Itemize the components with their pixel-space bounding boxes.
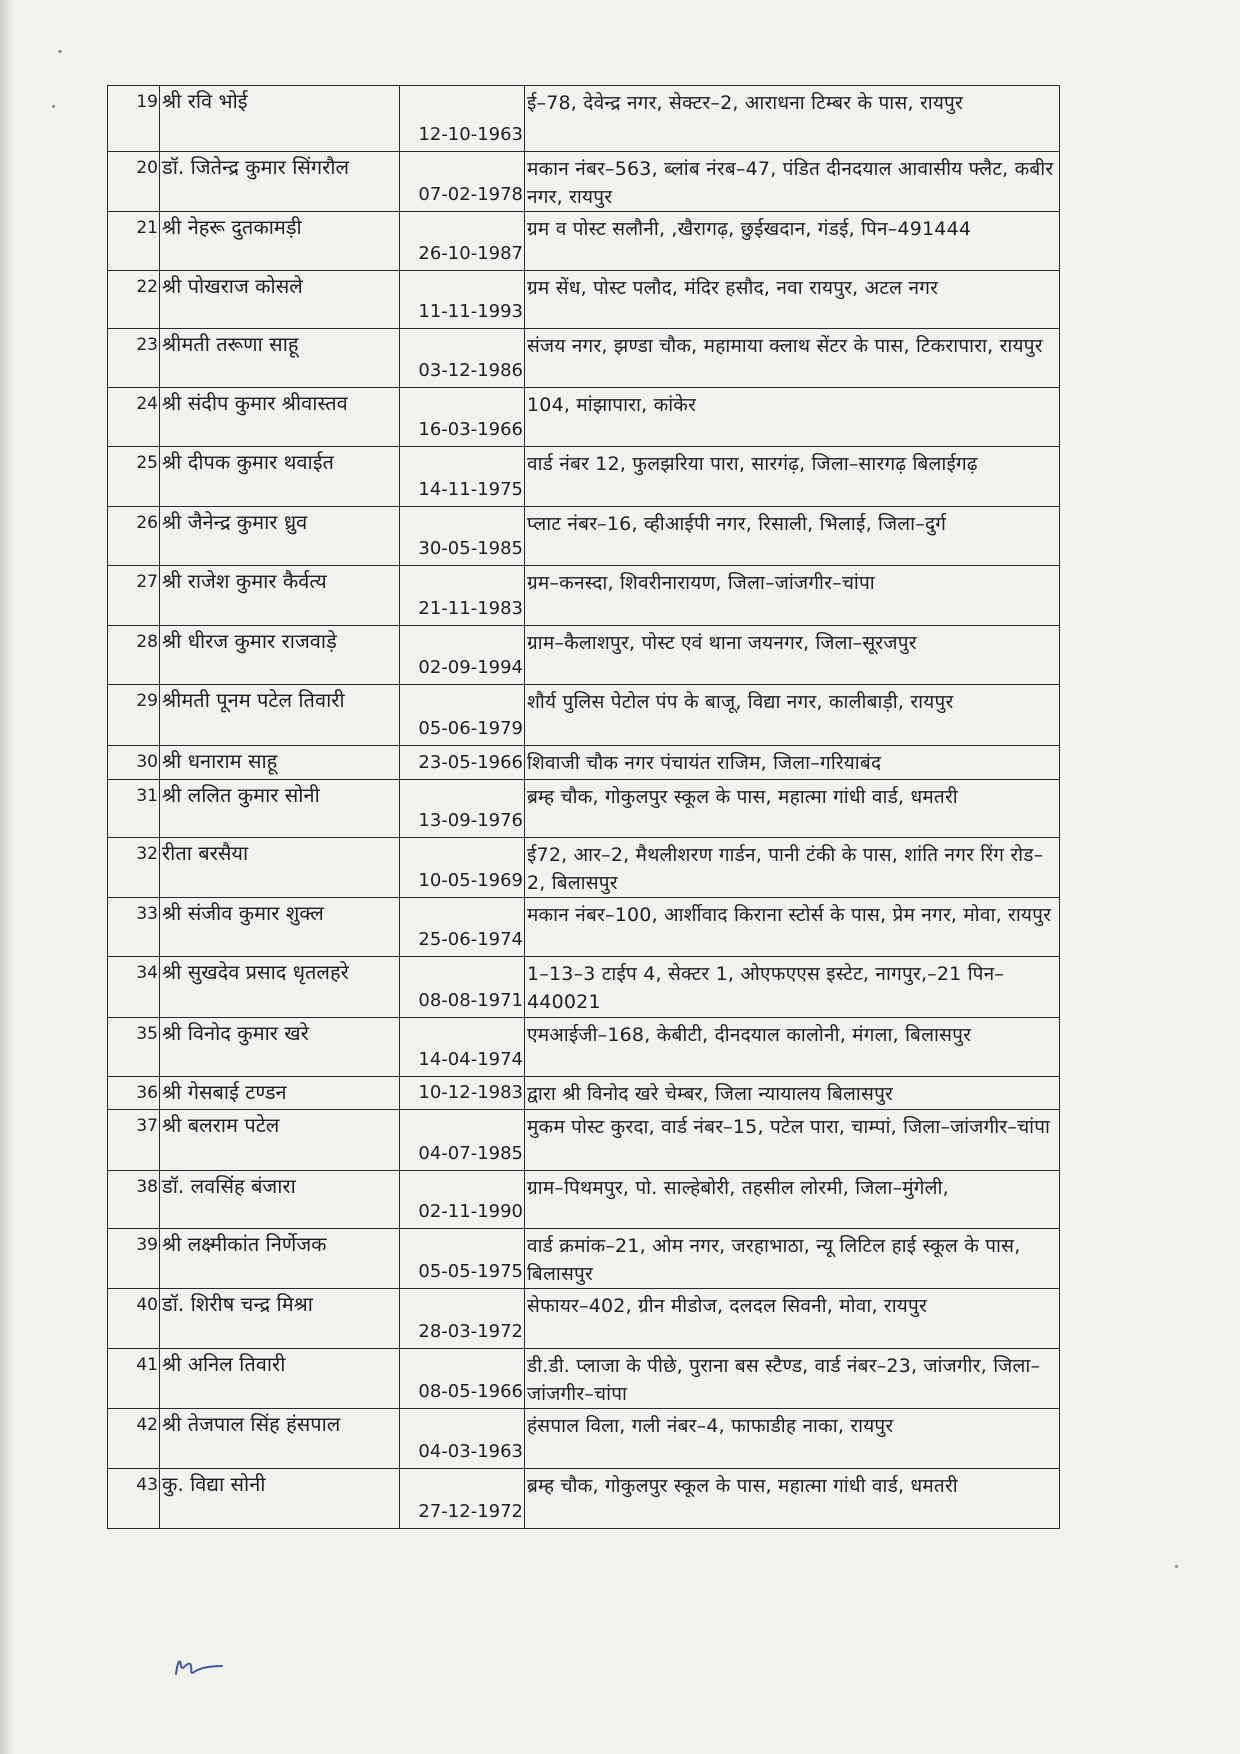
table-row [108, 1110, 1060, 1171]
record-number: 25 [108, 447, 160, 507]
record-dob: 26-10-1987 [400, 212, 525, 271]
record-name: श्री संदीप कुमार श्रीवास्तव [160, 388, 400, 447]
record-dob: 21-11-1983 [400, 566, 525, 626]
record-name: श्री धनाराम साहू [160, 746, 400, 780]
record-address: मकान नंबर–563, ब्लांब नंरब–47, पंडित दीनदयाल आवासीय फ्लैट, कबीर नगर, रायपुर [525, 152, 1060, 212]
record-name: डॉ. जितेन्द्र कुमार सिंगरौल [160, 152, 400, 212]
record-name: डॉ. शिरीष चन्द्र मिश्रा [160, 1289, 400, 1349]
record-dob: 12-10-1963 [400, 86, 525, 152]
record-dob: 02-11-1990 [400, 1171, 525, 1229]
record-name: रीता बरसैया [160, 838, 400, 898]
record-address: 1–13–3 टाईप 4, सेक्टर 1, ओएफएएस इस्टेट, नागपुर,–21 पिन–440021 [525, 957, 1060, 1018]
table-row [108, 685, 1060, 746]
record-address: ई72, आर–2, मैथलीशरण गार्डन, पानी टंकी के पास, शांति नगर रिंग रोड–2, बिलासपुर [525, 838, 1060, 898]
record-number: 37 [108, 1110, 160, 1171]
record-name: श्री रवि भोई [160, 86, 400, 152]
record-number: 26 [108, 507, 160, 566]
record-dob: 04-03-1963 [400, 1409, 525, 1469]
record-dob: 05-05-1975 [400, 1229, 525, 1289]
record-name: श्री तेजपाल सिंह हंसपाल [160, 1409, 400, 1469]
table-row [108, 329, 1060, 388]
record-address: ग्राम–पिथमपुर, पो. साल्हेबोरी, तहसील लोरमी, जिला–मुंगेली, [525, 1171, 1060, 1229]
record-number: 39 [108, 1229, 160, 1289]
record-address: 104, मांझापारा, कांकेर [525, 388, 1060, 447]
table-row [108, 86, 1060, 152]
record-name: श्री धीरज कुमार राजवाड़े [160, 626, 400, 685]
record-dob: 04-07-1985 [400, 1110, 525, 1171]
record-number: 30 [108, 746, 160, 780]
record-name: श्री गेसबाई टण्डन [160, 1077, 400, 1110]
table-row [108, 746, 1060, 780]
record-number: 40 [108, 1289, 160, 1349]
record-dob: 07-02-1978 [400, 152, 525, 212]
record-address: ग्रम–कनस्दा, शिवरीनारायण, जिला–जांजगीर–चांपा [525, 566, 1060, 626]
record-address: वार्ड नंबर 12, फुलझरिया पारा, सारगंढ़, जिला–सारगढ़ बिलाईगढ़ [525, 447, 1060, 507]
table-row [108, 271, 1060, 329]
scanned-page-edge [0, 0, 14, 1754]
record-dob: 14-11-1975 [400, 447, 525, 507]
record-dob: 10-12-1983 [400, 1077, 525, 1110]
table-row [108, 1018, 1060, 1077]
table-row [108, 1469, 1060, 1529]
scan-speck [52, 105, 55, 108]
record-number: 34 [108, 957, 160, 1018]
record-number: 29 [108, 685, 160, 746]
record-name: श्री सुखदेव प्रसाद धृतलहरे [160, 957, 400, 1018]
record-number: 24 [108, 388, 160, 447]
record-address: ग्रम सेंध, पोस्ट पलौद, मंदिर हसौद, नवा रायपुर, अटल नगर [525, 271, 1060, 329]
record-dob: 16-03-1966 [400, 388, 525, 447]
record-address: वार्ड क्रमांक–21, ओम नगर, जरहाभाठा, न्यू लिटिल हाई स्कूल के पास, बिलासपुर [525, 1229, 1060, 1289]
record-dob: 02-09-1994 [400, 626, 525, 685]
record-dob: 14-04-1974 [400, 1018, 525, 1077]
record-dob: 08-05-1966 [400, 1349, 525, 1409]
table-row [108, 626, 1060, 685]
records-table-body [108, 86, 1060, 1529]
record-number: 22 [108, 271, 160, 329]
record-address: ब्रम्ह चौक, गोकुलपुर स्कूल के पास, महात्मा गांधी वार्ड, धमतरी [525, 1469, 1060, 1529]
record-number: 27 [108, 566, 160, 626]
record-address: डी.डी. प्लाजा के पीछे, पुराना बस स्टैण्ड, वार्ड नंबर–23, जांजगीर, जिला–जांजगीर–चांपा [525, 1349, 1060, 1409]
scan-speck [58, 50, 62, 53]
record-number: 21 [108, 212, 160, 271]
record-name: श्रीमती तरूणा साहू [160, 329, 400, 388]
record-address: मकान नंबर–100, आर्शीवाद किराना स्टोर्स के पास, प्रेम नगर, मोवा, रायपुर [525, 898, 1060, 957]
record-name: कु. विद्या सोनी [160, 1469, 400, 1529]
table-row [108, 898, 1060, 957]
record-number: 23 [108, 329, 160, 388]
record-address: ब्रम्ह चौक, गोकुलपुर स्कूल के पास, महात्मा गांधी वार्ड, धमतरी [525, 780, 1060, 838]
record-dob: 08-08-1971 [400, 957, 525, 1018]
record-number: 41 [108, 1349, 160, 1409]
record-dob: 10-05-1969 [400, 838, 525, 898]
table-row [108, 1289, 1060, 1349]
record-address: संजय नगर, झण्डा चौक, महामाया क्लाथ सेंटर के पास, टिकरापारा, रायपुर [525, 329, 1060, 388]
record-address: शौर्य पुलिस पेटोल पंप के बाजू, विद्या नगर, कालीबाड़ी, रायपुर [525, 685, 1060, 746]
record-dob: 05-06-1979 [400, 685, 525, 746]
table-row [108, 212, 1060, 271]
table-row [108, 1077, 1060, 1110]
table-row [108, 1349, 1060, 1409]
record-number: 38 [108, 1171, 160, 1229]
record-name: श्री जैनेन्द्र कुमार ध्रुव [160, 507, 400, 566]
record-number: 32 [108, 838, 160, 898]
record-number: 31 [108, 780, 160, 838]
table-row [108, 388, 1060, 447]
record-address: शिवाजी चौक नगर पंचायंत राजिम, जिला–गरियाबंद [525, 746, 1060, 780]
record-address: सेफायर–402, ग्रीन मीडोज, दलदल सिवनी, मोवा, रायपुर [525, 1289, 1060, 1349]
record-dob: 03-12-1986 [400, 329, 525, 388]
record-address: एमआईजी–168, केबीटी, दीनदयाल कालोनी, मंगला, बिलासपुर [525, 1018, 1060, 1077]
record-number: 35 [108, 1018, 160, 1077]
record-name: श्री अनिल तिवारी [160, 1349, 400, 1409]
table-row [108, 1229, 1060, 1289]
record-address: प्लाट नंबर–16, व्हीआईपी नगर, रिसाली, भिलाई, जिला–दुर्ग [525, 507, 1060, 566]
record-dob: 13-09-1976 [400, 780, 525, 838]
record-number: 19 [108, 86, 160, 152]
record-number: 42 [108, 1409, 160, 1469]
record-number: 28 [108, 626, 160, 685]
record-address: द्वारा श्री विनोद खरे चेम्बर, जिला न्यायालय बिलासपुर [525, 1077, 1060, 1110]
record-number: 20 [108, 152, 160, 212]
scan-speck [1175, 1565, 1178, 1568]
table-row [108, 1171, 1060, 1229]
record-dob: 25-06-1974 [400, 898, 525, 957]
record-name: श्री बलराम पटेल [160, 1110, 400, 1171]
record-name: श्री राजेश कुमार कैर्वत्य [160, 566, 400, 626]
record-dob: 27-12-1972 [400, 1469, 525, 1529]
record-address: ई–78, देवेन्द्र नगर, सेक्टर–2, आराधना टिम्बर के पास, रायपुर [525, 86, 1060, 152]
table-row [108, 447, 1060, 507]
table-row [108, 957, 1060, 1018]
record-address: ग्रम व पोस्ट सलौनी, ,खैरागढ़, छुईखदान, गंडई, पिन–491444 [525, 212, 1060, 271]
record-name: श्रीमती पूनम पटेल तिवारी [160, 685, 400, 746]
record-name: श्री दीपक कुमार थवाईत [160, 447, 400, 507]
signature-mark [172, 1652, 228, 1682]
record-number: 36 [108, 1077, 160, 1110]
table-row [108, 780, 1060, 838]
table-row [108, 566, 1060, 626]
table-row [108, 152, 1060, 212]
table-row [108, 507, 1060, 566]
record-number: 43 [108, 1469, 160, 1529]
record-name: श्री नेहरू दुतकामड़ी [160, 212, 400, 271]
record-name: श्री ललित कुमार सोनी [160, 780, 400, 838]
record-dob: 11-11-1993 [400, 271, 525, 329]
record-name: डॉ. लवसिंह बंजारा [160, 1171, 400, 1229]
record-address: मुकम पोस्ट कुरदा, वार्ड नंबर–15, पटेल पारा, चाम्पां, जिला–जांजगीर–चांपा [525, 1110, 1060, 1171]
table-row [108, 1409, 1060, 1469]
record-address: हंसपाल विला, गली नंबर–4, फाफाडीह नाका, रायपुर [525, 1409, 1060, 1469]
record-dob: 30-05-1985 [400, 507, 525, 566]
records-table [107, 85, 1060, 1529]
record-name: श्री लक्ष्मीकांत निर्णेजक [160, 1229, 400, 1289]
record-address: ग्राम–कैलाशपुर, पोस्ट एवं थाना जयनगर, जिला–सूरजपुर [525, 626, 1060, 685]
record-dob: 28-03-1972 [400, 1289, 525, 1349]
record-name: श्री संजीव कुमार शुक्ल [160, 898, 400, 957]
record-dob: 23-05-1966 [400, 746, 525, 780]
record-name: श्री पोखराज कोसले [160, 271, 400, 329]
record-name: श्री विनोद कुमार खरे [160, 1018, 400, 1077]
table-row [108, 838, 1060, 898]
record-number: 33 [108, 898, 160, 957]
